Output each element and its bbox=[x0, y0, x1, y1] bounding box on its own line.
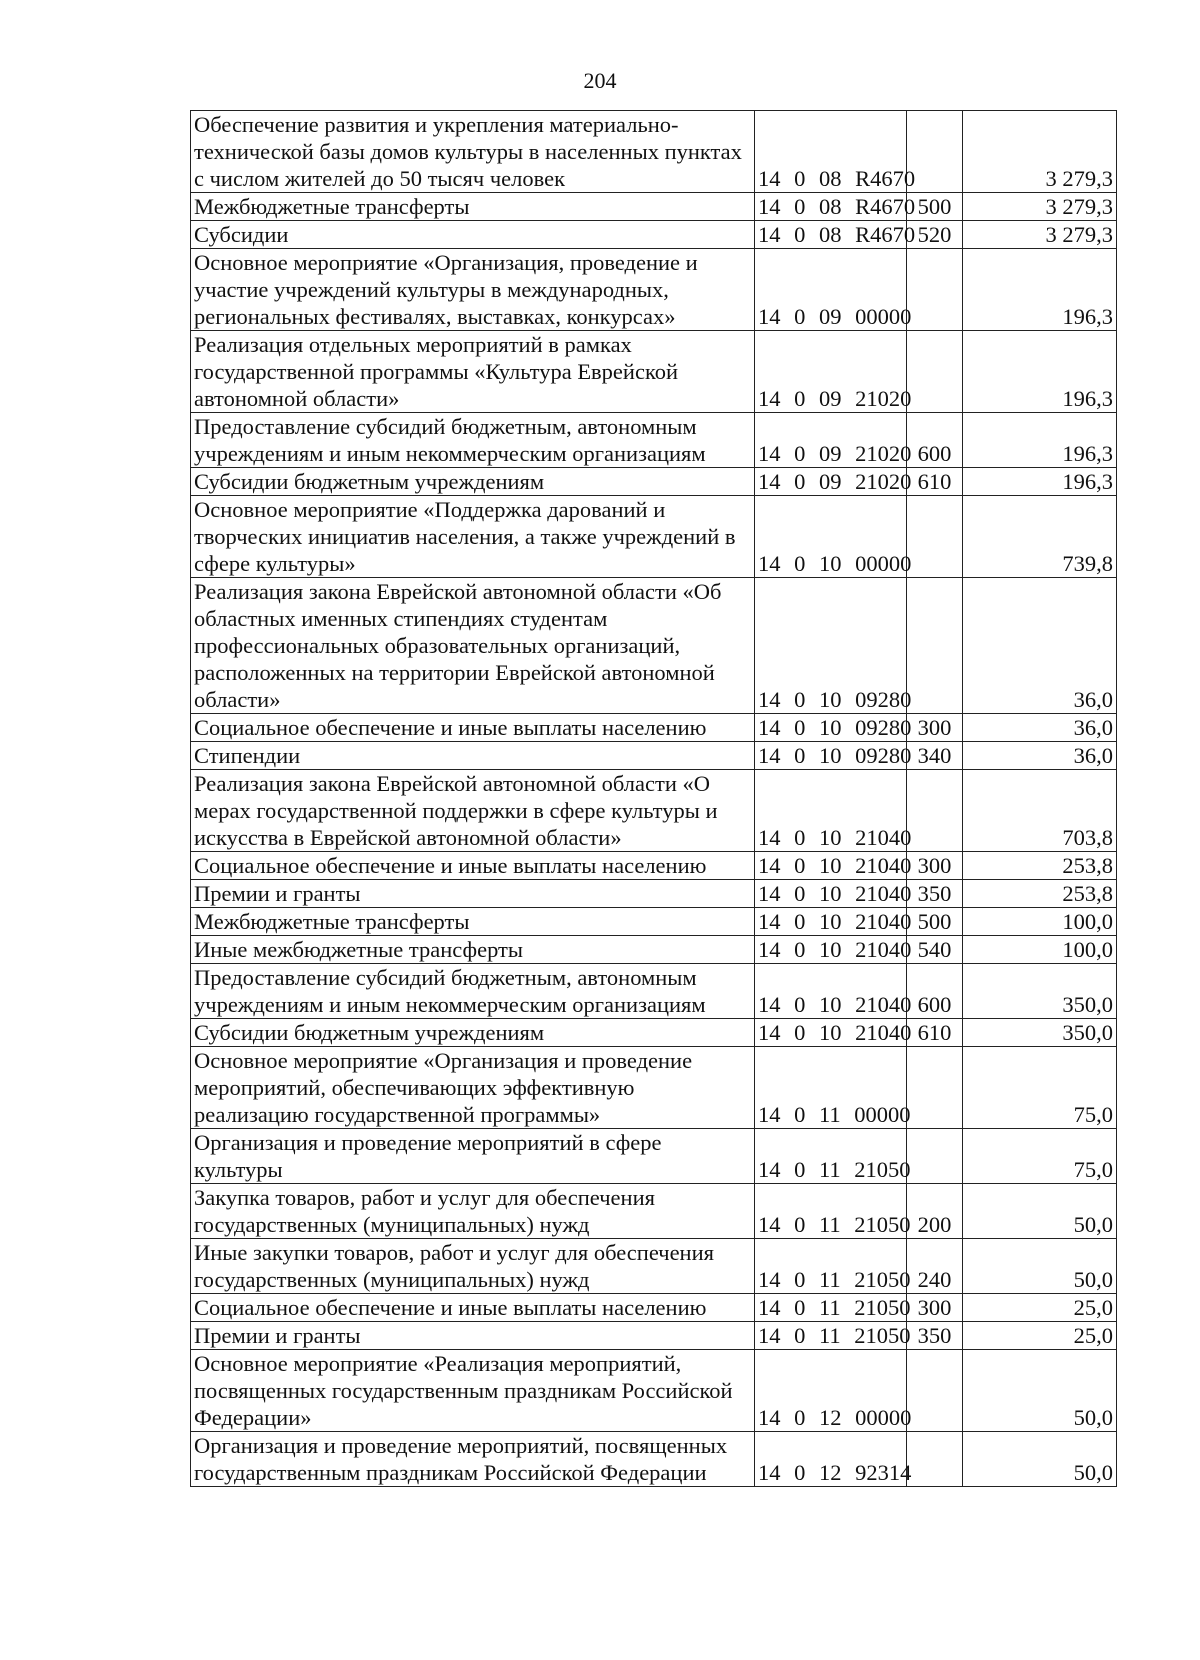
row-name-cell: Субсидии бюджетным учреждениям bbox=[191, 1019, 755, 1047]
row-csr-code-cell: 14 0 11 21050 bbox=[755, 1294, 907, 1322]
row-amount-cell: 50,0 bbox=[963, 1184, 1117, 1239]
table-row bbox=[191, 1322, 1117, 1350]
row-expense-type-cell bbox=[907, 770, 963, 852]
row-expense-type-cell: 500 bbox=[907, 908, 963, 936]
row-csr-code-cell: 14 0 10 21040 bbox=[755, 770, 907, 852]
row-csr-code-cell: 14 0 10 21040 bbox=[755, 936, 907, 964]
table-row bbox=[191, 1432, 1117, 1487]
row-expense-type-cell: 350 bbox=[907, 880, 963, 908]
row-csr-code-cell: 14 0 11 21050 bbox=[755, 1239, 907, 1294]
row-csr-code-cell: 14 0 08 R4670 bbox=[755, 111, 907, 193]
budget-table bbox=[190, 110, 1117, 1487]
row-csr-code-cell: 14 0 09 21020 bbox=[755, 468, 907, 496]
table-row bbox=[191, 1184, 1117, 1239]
row-name-cell: Обеспечение развития и укрепления материально-технической базы домов культуры в населенных пунктах с числом жителей до 50 тысяч человек bbox=[191, 111, 755, 193]
table-row bbox=[191, 413, 1117, 468]
row-amount-cell: 36,0 bbox=[963, 742, 1117, 770]
row-name-cell: Предоставление субсидий бюджетным, автономным учреждениям и иным некоммерческим организациям bbox=[191, 413, 755, 468]
row-expense-type-cell bbox=[907, 578, 963, 714]
row-amount-cell: 75,0 bbox=[963, 1129, 1117, 1184]
table-row bbox=[191, 852, 1117, 880]
row-expense-type-cell: 610 bbox=[907, 468, 963, 496]
row-amount-cell: 350,0 bbox=[963, 964, 1117, 1019]
row-amount-cell: 100,0 bbox=[963, 908, 1117, 936]
row-csr-code-cell: 14 0 10 21040 bbox=[755, 852, 907, 880]
row-csr-code-cell: 14 0 11 00000 bbox=[755, 1047, 907, 1129]
row-amount-cell: 253,8 bbox=[963, 852, 1117, 880]
row-expense-type-cell bbox=[907, 249, 963, 331]
row-csr-code-cell: 14 0 09 00000 bbox=[755, 249, 907, 331]
row-amount-cell: 196,3 bbox=[963, 468, 1117, 496]
row-amount-cell: 350,0 bbox=[963, 1019, 1117, 1047]
row-amount-cell: 36,0 bbox=[963, 578, 1117, 714]
row-amount-cell: 36,0 bbox=[963, 714, 1117, 742]
table-row bbox=[191, 1239, 1117, 1294]
table-row bbox=[191, 331, 1117, 413]
row-expense-type-cell bbox=[907, 331, 963, 413]
table-row bbox=[191, 1350, 1117, 1432]
row-expense-type-cell: 610 bbox=[907, 1019, 963, 1047]
row-csr-code-cell: 14 0 10 09280 bbox=[755, 578, 907, 714]
row-expense-type-cell: 500 bbox=[907, 193, 963, 221]
row-name-cell: Предоставление субсидий бюджетным, автономным учреждениям и иным некоммерческим организациям bbox=[191, 964, 755, 1019]
row-expense-type-cell bbox=[907, 496, 963, 578]
row-expense-type-cell: 300 bbox=[907, 1294, 963, 1322]
table-row bbox=[191, 221, 1117, 249]
table-row bbox=[191, 880, 1117, 908]
table-row bbox=[191, 936, 1117, 964]
page-number: 204 bbox=[583, 68, 617, 93]
table-row bbox=[191, 468, 1117, 496]
row-csr-code-cell: 14 0 10 21040 bbox=[755, 908, 907, 936]
row-csr-code-cell: 14 0 10 00000 bbox=[755, 496, 907, 578]
row-amount-cell: 196,3 bbox=[963, 249, 1117, 331]
row-amount-cell: 75,0 bbox=[963, 1047, 1117, 1129]
row-csr-code-cell: 14 0 08 R4670 bbox=[755, 193, 907, 221]
row-name-cell: Организация и проведение мероприятий, посвященных государственным праздникам Российской Федерации bbox=[191, 1432, 755, 1487]
row-amount-cell: 25,0 bbox=[963, 1294, 1117, 1322]
row-csr-code-cell: 14 0 08 R4670 bbox=[755, 221, 907, 249]
row-expense-type-cell: 340 bbox=[907, 742, 963, 770]
table-row bbox=[191, 249, 1117, 331]
table-row bbox=[191, 908, 1117, 936]
row-name-cell: Стипендии bbox=[191, 742, 755, 770]
row-name-cell: Закупка товаров, работ и услуг для обеспечения государственных (муниципальных) нужд bbox=[191, 1184, 755, 1239]
row-name-cell: Социальное обеспечение и иные выплаты населению bbox=[191, 714, 755, 742]
row-name-cell: Основное мероприятие «Реализация мероприятий, посвященных государственным праздникам Российской Федерации» bbox=[191, 1350, 755, 1432]
table-row bbox=[191, 193, 1117, 221]
row-amount-cell: 50,0 bbox=[963, 1350, 1117, 1432]
row-name-cell: Основное мероприятие «Организация и проведение мероприятий, обеспечивающих эффективную реализацию государственной программы» bbox=[191, 1047, 755, 1129]
row-csr-code-cell: 14 0 11 21050 bbox=[755, 1129, 907, 1184]
row-name-cell: Субсидии бюджетным учреждениям bbox=[191, 468, 755, 496]
row-name-cell: Премии и гранты bbox=[191, 880, 755, 908]
row-amount-cell: 739,8 bbox=[963, 496, 1117, 578]
table-row bbox=[191, 714, 1117, 742]
row-expense-type-cell bbox=[907, 1047, 963, 1129]
row-amount-cell: 100,0 bbox=[963, 936, 1117, 964]
row-amount-cell: 25,0 bbox=[963, 1322, 1117, 1350]
table-row bbox=[191, 111, 1117, 193]
table-row bbox=[191, 496, 1117, 578]
row-name-cell: Субсидии bbox=[191, 221, 755, 249]
row-csr-code-cell: 14 0 10 21040 bbox=[755, 1019, 907, 1047]
row-csr-code-cell: 14 0 12 92314 bbox=[755, 1432, 907, 1487]
row-name-cell: Межбюджетные трансферты bbox=[191, 193, 755, 221]
row-name-cell: Социальное обеспечение и иные выплаты населению bbox=[191, 1294, 755, 1322]
row-expense-type-cell: 540 bbox=[907, 936, 963, 964]
row-name-cell: Премии и гранты bbox=[191, 1322, 755, 1350]
row-csr-code-cell: 14 0 09 21020 bbox=[755, 413, 907, 468]
row-name-cell: Основное мероприятие «Организация, проведение и участие учреждений культуры в международных, региональных фестивалях, выставках, конкурсах» bbox=[191, 249, 755, 331]
row-name-cell: Организация и проведение мероприятий в сфере культуры bbox=[191, 1129, 755, 1184]
table-row bbox=[191, 770, 1117, 852]
row-expense-type-cell bbox=[907, 1432, 963, 1487]
row-amount-cell: 196,3 bbox=[963, 413, 1117, 468]
row-csr-code-cell: 14 0 10 21040 bbox=[755, 964, 907, 1019]
row-expense-type-cell: 200 bbox=[907, 1184, 963, 1239]
row-name-cell: Межбюджетные трансферты bbox=[191, 908, 755, 936]
row-expense-type-cell: 300 bbox=[907, 714, 963, 742]
row-name-cell: Иные межбюджетные трансферты bbox=[191, 936, 755, 964]
table-row bbox=[191, 1047, 1117, 1129]
row-expense-type-cell: 240 bbox=[907, 1239, 963, 1294]
table-row bbox=[191, 742, 1117, 770]
row-amount-cell: 50,0 bbox=[963, 1239, 1117, 1294]
row-expense-type-cell: 300 bbox=[907, 852, 963, 880]
row-name-cell: Реализация закона Еврейской автономной области «О мерах государственной поддержки в сфере культуры и искусства в Еврейской автономной области» bbox=[191, 770, 755, 852]
row-amount-cell: 703,8 bbox=[963, 770, 1117, 852]
row-amount-cell: 253,8 bbox=[963, 880, 1117, 908]
row-csr-code-cell: 14 0 11 21050 bbox=[755, 1322, 907, 1350]
row-csr-code-cell: 14 0 10 09280 bbox=[755, 714, 907, 742]
row-csr-code-cell: 14 0 12 00000 bbox=[755, 1350, 907, 1432]
row-name-cell: Реализация закона Еврейской автономной области «Об областных именных стипендиях студентам профессиональных образовательных организаций, расположенных на территории Еврейской автономной области» bbox=[191, 578, 755, 714]
row-csr-code-cell: 14 0 11 21050 bbox=[755, 1184, 907, 1239]
table-row bbox=[191, 1019, 1117, 1047]
row-expense-type-cell bbox=[907, 1350, 963, 1432]
row-csr-code-cell: 14 0 09 21020 bbox=[755, 331, 907, 413]
row-amount-cell: 3 279,3 bbox=[963, 193, 1117, 221]
table-row bbox=[191, 578, 1117, 714]
row-expense-type-cell: 600 bbox=[907, 413, 963, 468]
row-expense-type-cell: 520 bbox=[907, 221, 963, 249]
budget-table-body bbox=[191, 111, 1117, 1487]
row-csr-code-cell: 14 0 10 09280 bbox=[755, 742, 907, 770]
row-name-cell: Основное мероприятие «Поддержка дарований и творческих инициатив населения, а также учреждений в сфере культуры» bbox=[191, 496, 755, 578]
table-row bbox=[191, 964, 1117, 1019]
row-csr-code-cell: 14 0 10 21040 bbox=[755, 880, 907, 908]
row-expense-type-cell: 350 bbox=[907, 1322, 963, 1350]
table-row bbox=[191, 1294, 1117, 1322]
row-name-cell: Иные закупки товаров, работ и услуг для обеспечения государственных (муниципальных) нужд bbox=[191, 1239, 755, 1294]
row-amount-cell: 3 279,3 bbox=[963, 221, 1117, 249]
table-row bbox=[191, 1129, 1117, 1184]
row-name-cell: Реализация отдельных мероприятий в рамках государственной программы «Культура Еврейской автономной области» bbox=[191, 331, 755, 413]
row-amount-cell: 196,3 bbox=[963, 331, 1117, 413]
row-expense-type-cell bbox=[907, 1129, 963, 1184]
row-amount-cell: 3 279,3 bbox=[963, 111, 1117, 193]
row-expense-type-cell: 600 bbox=[907, 964, 963, 1019]
row-amount-cell: 50,0 bbox=[963, 1432, 1117, 1487]
row-name-cell: Социальное обеспечение и иные выплаты населению bbox=[191, 852, 755, 880]
